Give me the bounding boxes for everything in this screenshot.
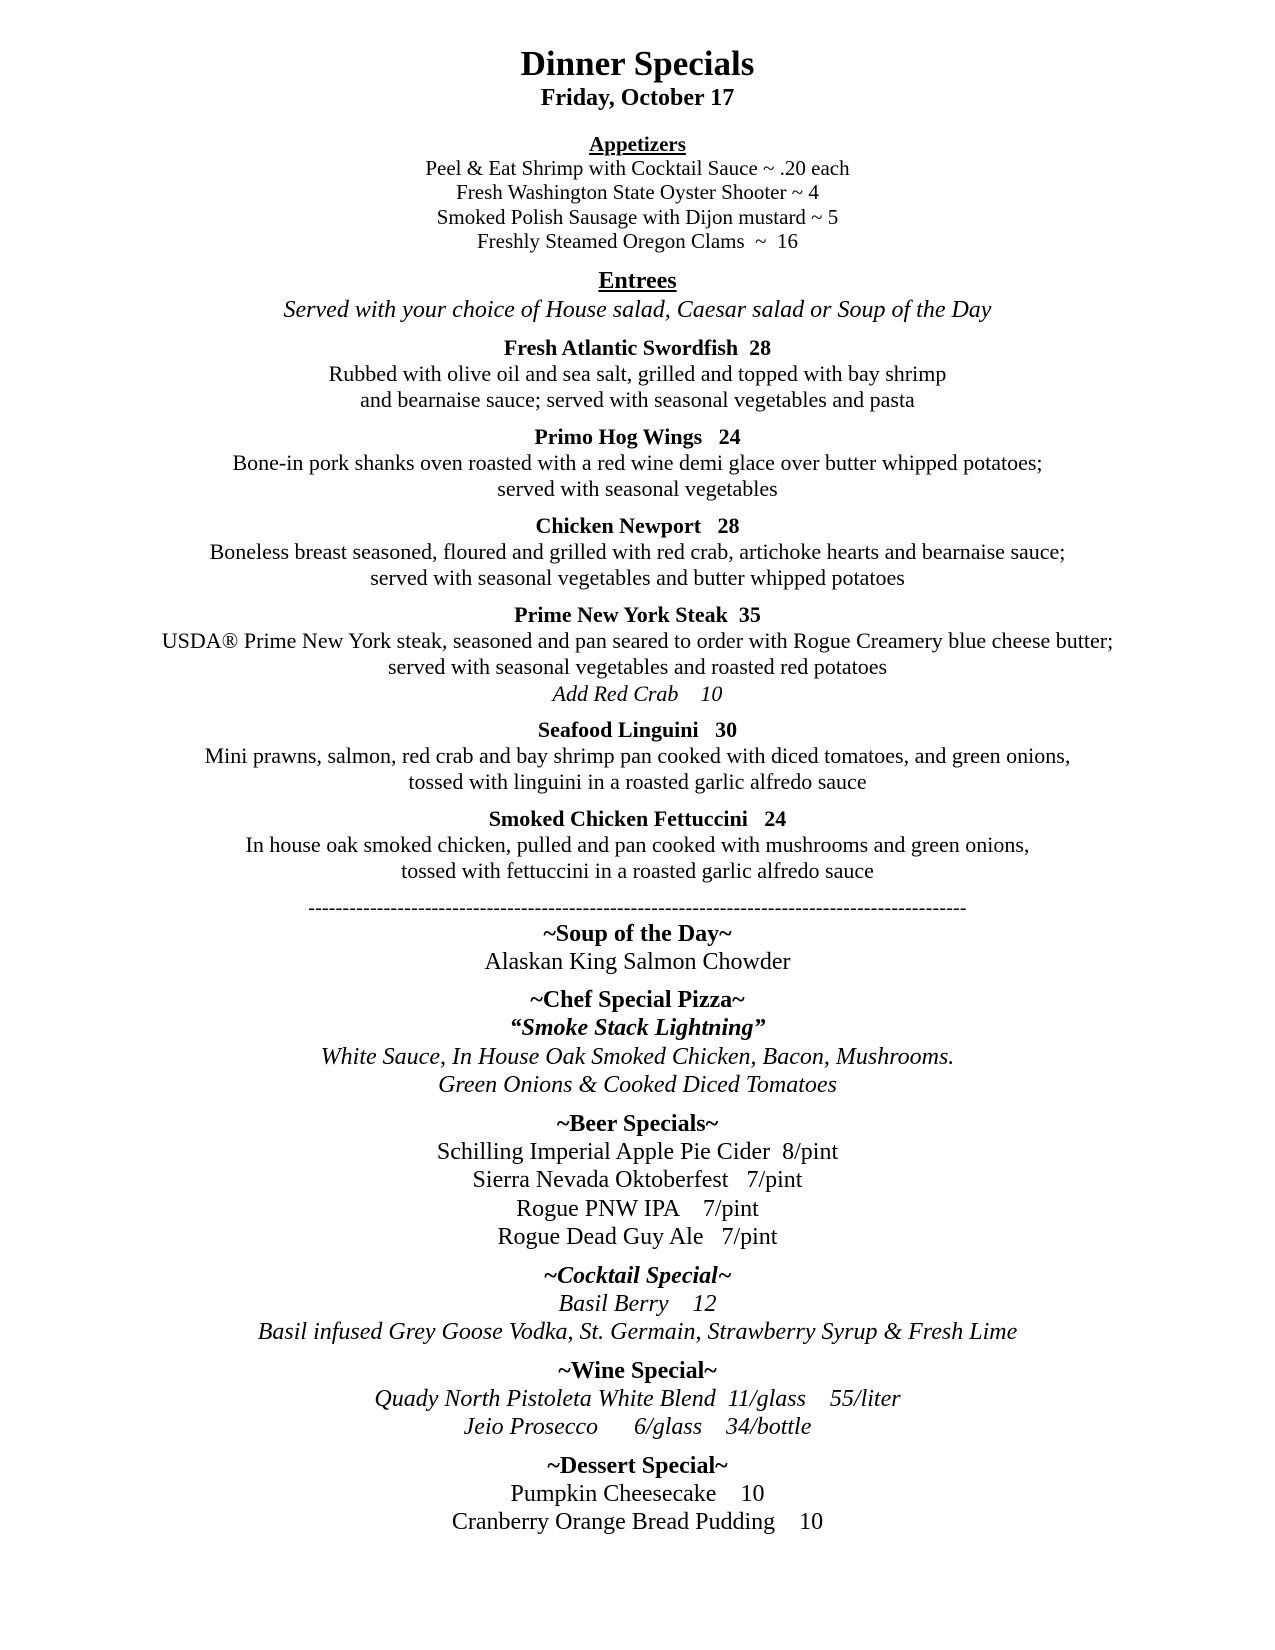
- dessert-section: [0, 1452, 1275, 1537]
- entree-description: served with seasonal vegetables and butter whipped potatoes: [370, 565, 905, 591]
- cocktail-heading: ~Cocktail Special~: [543, 1262, 732, 1289]
- beer-item: Rogue PNW IPA 7/pint: [516, 1195, 759, 1222]
- pizza-description: White Sauce, In House Oak Smoked Chicken, Bacon, Mushrooms.: [320, 1043, 955, 1070]
- entree-name: Seafood Linguini 30: [537, 716, 738, 742]
- entree-description: Mini prawns, salmon, red crab and bay shrimp pan cooked with diced tomatoes, and green onions,: [204, 742, 1071, 768]
- appetizer-item: Freshly Steamed Oregon Clams ~ 16: [476, 229, 799, 254]
- cocktail-section: [0, 1262, 1275, 1347]
- entrees-note: Served with your choice of House salad, Caesar salad or Soup of the Day: [283, 296, 992, 323]
- entree-name: Prime New York Steak 35: [514, 601, 761, 627]
- entrees-section: [0, 267, 1275, 885]
- entree-description: served with seasonal vegetables and roasted red potatoes: [387, 654, 888, 680]
- pizza-section: [0, 986, 1275, 1100]
- entree-description: and bearnaise sauce; served with seasonal vegetables and pasta: [360, 387, 915, 413]
- entree-name: Chicken Newport 28: [535, 512, 740, 538]
- menu-date: Friday, October 17: [540, 85, 735, 111]
- wine-heading: ~Wine Special~: [558, 1357, 717, 1384]
- entree-item: [0, 513, 1275, 592]
- beer-heading: ~Beer Specials~: [556, 1110, 719, 1137]
- beer-section: [0, 1110, 1275, 1252]
- entree-addon: Add Red Crab 10: [552, 680, 723, 706]
- entree-description: tossed with linguini in a roasted garlic alfredo sauce: [408, 769, 867, 795]
- appetizers-heading: Appetizers: [589, 132, 686, 156]
- entree-item: [0, 335, 1275, 414]
- entree-item: [0, 424, 1275, 503]
- entree-description: served with seasonal vegetables: [497, 476, 778, 502]
- beer-item: Schilling Imperial Apple Pie Cider 8/pint: [436, 1138, 839, 1165]
- soup-item: Alaskan King Salmon Chowder: [484, 948, 791, 975]
- pizza-description: Green Onions & Cooked Diced Tomatoes: [438, 1072, 837, 1099]
- entree-description: In house oak smoked chicken, pulled and pan cooked with mushrooms and green onions,: [245, 831, 1030, 857]
- pizza-heading: ~Chef Special Pizza~: [530, 987, 745, 1014]
- entree-description: Bone-in pork shanks oven roasted with a red wine demi glace over butter whipped potatoes;: [232, 449, 1043, 475]
- entree-description: USDA® Prime New York steak, seasoned and pan seared to order with Rogue Creamery blue cheese butter;: [161, 627, 1114, 653]
- entrees-heading: Entrees: [598, 267, 677, 294]
- entree-name: Fresh Atlantic Swordfish 28: [503, 334, 772, 360]
- appetizer-item: Peel & Eat Shrimp with Cocktail Sauce ~ .20 each: [425, 156, 850, 180]
- wine-item: Jeio Prosecco 6/glass 34/bottle: [463, 1414, 812, 1441]
- soup-section: [0, 920, 1275, 977]
- dessert-item: Pumpkin Cheesecake 10: [510, 1480, 765, 1507]
- wine-section: [0, 1357, 1275, 1442]
- entree-name: Smoked Chicken Fettuccini 24: [488, 805, 787, 831]
- dessert-heading: ~Dessert Special~: [547, 1452, 728, 1479]
- cocktail-description: Basil infused Grey Goose Vodka, St. Germain, Strawberry Syrup & Fresh Lime: [257, 1319, 1018, 1346]
- wine-item: Quady North Pistoleta White Blend 11/glass 55/liter: [374, 1385, 901, 1412]
- entree-item: [0, 806, 1275, 885]
- appetizer-item: Fresh Washington State Oyster Shooter ~ 4: [456, 180, 819, 205]
- beer-item: Rogue Dead Guy Ale 7/pint: [497, 1224, 778, 1251]
- dessert-item: Cranberry Orange Bread Pudding 10: [451, 1509, 824, 1536]
- entree-name: Primo Hog Wings 24: [534, 423, 741, 449]
- soup-heading: ~Soup of the Day~: [543, 920, 732, 947]
- entree-description: tossed with fettuccini in a roasted garlic alfredo sauce: [401, 858, 874, 884]
- entree-item: [0, 602, 1275, 707]
- cocktail-name: Basil Berry 12: [558, 1290, 717, 1317]
- entree-item: [0, 717, 1275, 796]
- menu-page: [0, 44, 1275, 1537]
- beer-item: Sierra Nevada Oktoberfest 7/pint: [472, 1167, 803, 1194]
- pizza-name: “Smoke Stack Lightning”: [509, 1015, 766, 1042]
- page-title: Dinner Specials: [520, 44, 755, 83]
- entree-description: Boneless breast seasoned, floured and grilled with red crab, artichoke hearts and bearnaise sauce;: [209, 538, 1066, 564]
- section-divider: ------------------------------------------------------------------------------------------------: [308, 896, 967, 919]
- appetizer-item: Smoked Polish Sausage with Dijon mustard ~ 5: [436, 204, 839, 229]
- entree-description: Rubbed with olive oil and sea salt, grilled and topped with bay shrimp: [328, 360, 947, 386]
- appetizers-section: [0, 132, 1275, 254]
